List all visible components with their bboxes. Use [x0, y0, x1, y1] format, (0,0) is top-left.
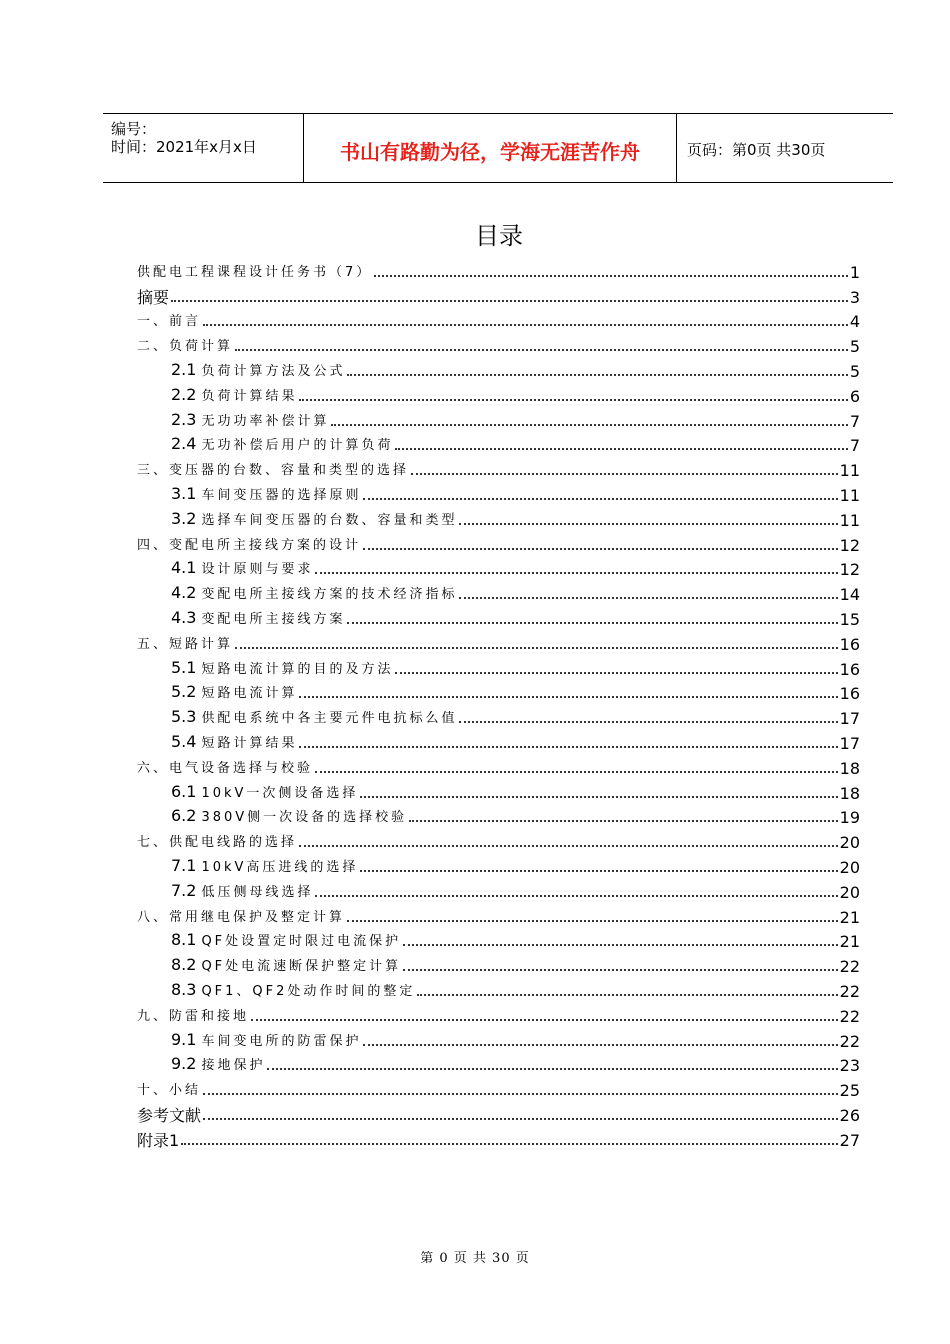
toc-dot-leader [363, 1044, 837, 1046]
toc-entry-label: 五、短路计算 [137, 636, 234, 652]
toc-entry-text: 短路计算结果 [201, 735, 298, 751]
toc-dot-leader [235, 647, 838, 649]
toc-entry[interactable] [137, 802, 860, 827]
toc-entry[interactable] [137, 901, 860, 926]
toc-page-number: 20 [839, 833, 860, 853]
toc-entry-text: 选择车间变压器的台数、容量和类型 [201, 512, 458, 528]
toc-dot-leader [363, 548, 838, 550]
toc-entry-number: 8.2 [171, 955, 197, 975]
toc-entry[interactable] [137, 752, 860, 777]
header-meta-cell [103, 114, 304, 182]
toc-entry-label [171, 609, 345, 628]
toc-entry-label [171, 783, 358, 802]
toc-page-number: 22 [839, 981, 860, 1001]
toc-entry-number: 6.2 [171, 806, 197, 826]
toc-page-number: 12 [839, 560, 860, 580]
toc-entry-label [171, 435, 393, 454]
toc-page-number: 17 [839, 733, 860, 753]
toc-dot-leader [417, 994, 837, 996]
toc-dot-leader [299, 845, 838, 847]
toc-page-number: 18 [839, 783, 860, 803]
toc-entry-label: 三、变压器的台数、容量和类型的选择 [137, 463, 410, 479]
toc-dot-leader [331, 424, 847, 426]
toc-entry-number: 2.1 [171, 359, 197, 379]
toc-page-number: 3 [849, 287, 860, 307]
toc-page-number: 22 [839, 1006, 860, 1026]
toc-entry[interactable] [137, 1099, 860, 1124]
toc-entry[interactable] [137, 1124, 860, 1149]
toc-page-number: 11 [839, 485, 860, 505]
toc-entry-text: QF1、QF2处动作时间的整定 [201, 983, 416, 999]
toc-entry[interactable] [137, 1000, 860, 1025]
toc-entry-number: 3.1 [171, 483, 197, 503]
toc-entry-label [171, 683, 297, 702]
document-number-label: 编号： [111, 120, 157, 138]
toc-dot-leader [299, 399, 847, 401]
toc-entry[interactable] [137, 678, 860, 703]
toc-entry-number: 5.3 [171, 707, 197, 727]
toc-dot-leader [347, 920, 838, 922]
toc-dot-leader [409, 820, 837, 822]
toc-entry-label: 四、变配电所主接线方案的设计 [137, 537, 362, 553]
toc-entry-number: 7.2 [171, 880, 197, 900]
toc-entry-label [171, 584, 457, 603]
table-of-contents [137, 256, 860, 1149]
toc-dot-leader [203, 324, 848, 326]
toc-entry-number: 3.2 [171, 508, 197, 528]
toc-entry-text: 短路电流计算的目的及方法 [201, 661, 394, 677]
toc-entry-label [171, 559, 313, 578]
toc-dot-leader [403, 969, 837, 971]
toc-entry-label: 参考文献 [137, 1105, 202, 1125]
toc-entry[interactable] [137, 603, 860, 628]
toc-entry-number: 2.3 [171, 409, 197, 429]
toc-entry-label: 附录1 [137, 1130, 180, 1150]
toc-entry[interactable] [137, 1074, 860, 1099]
toc-entry-label [171, 981, 415, 1000]
toc-entry[interactable] [137, 653, 860, 678]
toc-page-number: 6 [849, 386, 860, 406]
toc-entry-text: 10kV一次侧设备选择 [201, 785, 359, 801]
toc-entry-label: 六、电气设备选择与校验 [137, 760, 314, 776]
toc-entry-label: 二、负荷计算 [137, 339, 234, 355]
toc-page-number: 26 [839, 1105, 860, 1125]
toc-entry[interactable] [137, 777, 860, 802]
toc-entry-number: 2.2 [171, 384, 197, 404]
toc-entry-label: 七、供配电线路的选择 [137, 835, 298, 851]
toc-page-number: 12 [839, 535, 860, 555]
toc-page-number: 7 [849, 436, 860, 456]
toc-dot-leader [395, 448, 847, 450]
toc-entry-number: 7.1 [171, 855, 197, 875]
toc-entry[interactable] [137, 628, 860, 653]
toc-entry-text: 10kV高压进线的选择 [201, 859, 359, 875]
toc-dot-leader [315, 895, 837, 897]
toc-dot-leader [403, 944, 837, 946]
toc-page-number: 20 [839, 882, 860, 902]
toc-entry[interactable] [137, 330, 860, 355]
toc-entry-label [171, 733, 297, 752]
toc-entry-number: 6.1 [171, 781, 197, 801]
toc-entry[interactable] [137, 1025, 860, 1050]
toc-entry[interactable] [137, 306, 860, 331]
toc-entry[interactable] [137, 727, 860, 752]
header-page-cell [677, 114, 893, 182]
toc-entry-text: 供配电系统中各主要元件电抗标么值 [201, 711, 458, 727]
toc-entry[interactable] [137, 380, 860, 405]
toc-entry-label [171, 510, 457, 529]
toc-entry-text: 车间变电所的防雷保护 [201, 1033, 362, 1049]
toc-entry-number: 4.1 [171, 558, 197, 578]
toc-entry[interactable] [137, 975, 860, 1000]
toc-dot-leader [235, 349, 848, 351]
toc-dot-leader [299, 746, 837, 748]
toc-page-number: 21 [839, 907, 860, 927]
toc-page-number: 20 [839, 857, 860, 877]
toc-dot-leader [171, 300, 848, 302]
toc-dot-leader [374, 275, 848, 277]
toc-dot-leader [181, 1143, 837, 1145]
page-footer: 第 0 页 共 30 页 [420, 1251, 530, 1266]
toc-entry[interactable] [137, 851, 860, 876]
toc-entry-number: 2.4 [171, 434, 197, 454]
toc-page-number: 25 [839, 1081, 860, 1101]
toc-entry-label [171, 882, 313, 901]
toc-entry-text: 无功补偿后用户的计算负荷 [201, 438, 394, 454]
document-header [103, 113, 893, 183]
toc-page-number: 4 [849, 312, 860, 332]
toc-dot-leader [347, 374, 847, 376]
toc-page-number: 16 [839, 684, 860, 704]
toc-entry-label: 十、小结 [137, 1083, 202, 1099]
toc-page-number: 23 [839, 1056, 860, 1076]
header-motto-cell [304, 114, 677, 182]
toc-entry-label [171, 1031, 361, 1050]
toc-entry[interactable] [137, 504, 860, 529]
document-time-label: 时间：2021年x月x日 [111, 138, 257, 156]
toc-dot-leader [459, 597, 837, 599]
toc-entry-label [171, 857, 358, 876]
toc-entry-number: 8.3 [171, 979, 197, 999]
toc-entry-number: 5.4 [171, 731, 197, 751]
toc-entry-text: 低压侧母线选择 [201, 884, 314, 900]
toc-entry-label [171, 807, 407, 826]
toc-entry[interactable] [137, 529, 860, 554]
toc-entry[interactable] [137, 454, 860, 479]
toc-dot-leader [459, 523, 837, 525]
toc-page-number: 5 [849, 337, 860, 357]
toc-entry[interactable] [137, 256, 860, 281]
toc-entry[interactable] [137, 826, 860, 851]
toc-entry-text: 车间变压器的选择原则 [201, 487, 362, 503]
toc-entry-text: QF处电流速断保护整定计算 [201, 959, 402, 975]
toc-entry-text: 无功功率补偿计算 [201, 413, 330, 429]
toc-dot-leader [360, 796, 837, 798]
toc-dot-leader [315, 771, 838, 773]
toc-entry[interactable] [137, 430, 860, 455]
toc-entry[interactable] [137, 554, 860, 579]
toc-dot-leader [203, 1093, 838, 1095]
toc-page-number: 7 [849, 411, 860, 431]
header-motto: 书山有路勤为径，学海无涯苦作舟 [340, 140, 640, 164]
toc-entry-number: 4.3 [171, 607, 197, 627]
toc-dot-leader [251, 1019, 838, 1021]
toc-entry-label [171, 956, 401, 975]
toc-dot-leader [360, 870, 837, 872]
toc-entry-label [171, 386, 297, 405]
toc-entry-text: 380V侧一次设备的选择校验 [201, 810, 408, 826]
toc-page-number: 22 [839, 1031, 860, 1051]
toc-entry-label [171, 1055, 265, 1074]
toc-entry-text: 短路电流计算 [201, 686, 298, 702]
toc-page-number: 27 [839, 1130, 860, 1150]
toc-page-number: 18 [839, 758, 860, 778]
toc-page-number: 21 [839, 932, 860, 952]
toc-entry-label [171, 361, 345, 380]
toc-page-number: 1 [849, 262, 860, 282]
toc-entry[interactable] [137, 479, 860, 504]
toc-entry-text: 变配电所主接线方案的技术经济指标 [201, 587, 458, 603]
toc-page-number: 5 [849, 361, 860, 381]
toc-dot-leader [203, 1118, 838, 1120]
toc-entry-number: 9.1 [171, 1029, 197, 1049]
toc-entry-text: 负荷计算方法及公式 [201, 363, 346, 379]
header-page-info: 页码：第0页 共30页 [687, 141, 826, 159]
toc-entry-label: 摘要 [137, 287, 170, 307]
toc-entry[interactable] [137, 405, 860, 430]
toc-page-number: 16 [839, 634, 860, 654]
toc-dot-leader [347, 622, 837, 624]
toc-dot-leader [395, 672, 837, 674]
toc-dot-leader [299, 696, 837, 698]
toc-entry[interactable] [137, 281, 860, 306]
toc-dot-leader [267, 1068, 837, 1070]
toc-entry-label [171, 411, 329, 430]
toc-entry[interactable] [137, 702, 860, 727]
toc-entry-number: 8.1 [171, 930, 197, 950]
toc-page-number: 17 [839, 709, 860, 729]
toc-entry-label [171, 931, 401, 950]
toc-dot-leader [315, 572, 837, 574]
toc-entry[interactable] [137, 926, 860, 951]
toc-entry[interactable] [137, 1050, 860, 1075]
toc-page-number: 16 [839, 659, 860, 679]
toc-page-number: 22 [839, 957, 860, 977]
toc-title: 目录 [475, 222, 523, 250]
toc-entry[interactable] [137, 950, 860, 975]
toc-dot-leader [363, 498, 837, 500]
toc-entry[interactable] [137, 578, 860, 603]
toc-entry-label: 一、前言 [137, 314, 202, 330]
toc-entry-text: QF处设置定时限过电流保护 [201, 934, 402, 950]
toc-page-number: 15 [839, 609, 860, 629]
toc-entry-label [171, 659, 393, 678]
toc-entry-number: 5.2 [171, 682, 197, 702]
toc-entry-label: 供配电工程课程设计任务书（7） [137, 264, 373, 280]
toc-entry-label [171, 485, 361, 504]
toc-entry-label [171, 708, 457, 727]
toc-entry-label: 九、防雷和接地 [137, 1008, 250, 1024]
toc-dot-leader [459, 721, 837, 723]
toc-entry-text: 设计原则与要求 [201, 562, 314, 578]
toc-entry-number: 4.2 [171, 583, 197, 603]
toc-entry[interactable] [137, 876, 860, 901]
toc-entry-number: 9.2 [171, 1054, 197, 1074]
toc-page-number: 11 [839, 461, 860, 481]
toc-entry-text: 接地保护 [201, 1058, 266, 1074]
toc-entry-text: 负荷计算结果 [201, 388, 298, 404]
toc-entry-number: 5.1 [171, 657, 197, 677]
toc-page-number: 11 [839, 510, 860, 530]
toc-entry-label: 八、常用继电保护及整定计算 [137, 909, 346, 925]
toc-entry-text: 变配电所主接线方案 [201, 611, 346, 627]
toc-dot-leader [411, 473, 838, 475]
toc-entry[interactable] [137, 355, 860, 380]
toc-page-number: 14 [839, 585, 860, 605]
toc-page-number: 19 [839, 808, 860, 828]
